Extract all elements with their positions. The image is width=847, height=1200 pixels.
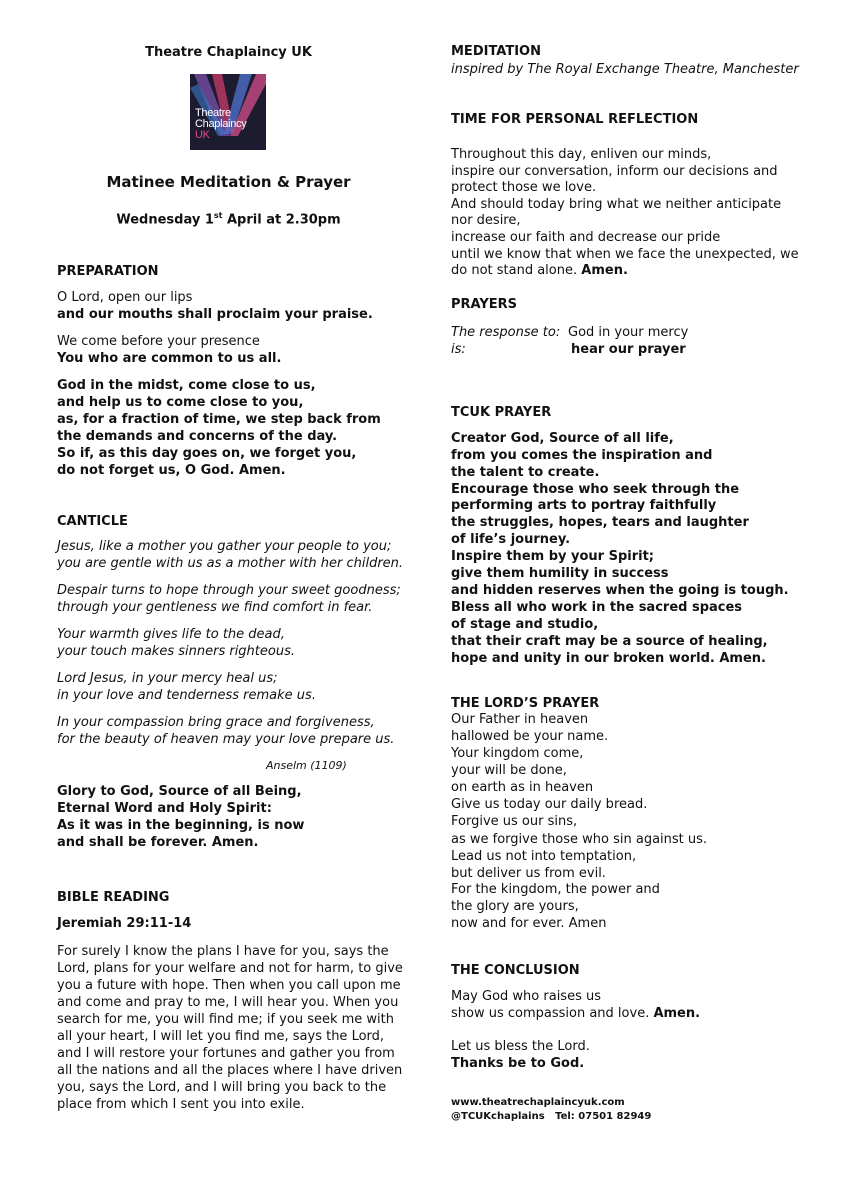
lords-line: Lead us not into temptation,: [451, 849, 637, 864]
tcuk-line: of life’s journey.: [451, 532, 571, 547]
canticle-line: in your love and tenderness remake us.: [57, 688, 316, 703]
bible-line: all the nations and all the places where I have driven: [57, 1063, 403, 1078]
bible-line: For surely I know the plans I have for you, says the: [57, 944, 389, 959]
logo-text: UK: [195, 129, 210, 141]
reflection-line: protect those we love.: [451, 180, 597, 195]
prayers-response: hear our prayer: [571, 342, 686, 357]
reflection-line: [451, 262, 628, 279]
bible-line: you, says the Lord, and I will bring you back to the: [57, 1080, 387, 1095]
bible-line: and I will restore your fortunes and gather you from: [57, 1046, 395, 1061]
date-suffix: April at 2.30pm: [222, 212, 341, 228]
canticle-line: for the beauty of heaven may your love prepare us.: [57, 732, 395, 747]
reflection-heading: TIME FOR PERSONAL REFLECTION: [451, 112, 699, 127]
tcuk-line: performing arts to portray faithfully: [451, 498, 717, 513]
gloria-line: As it was in the beginning, is now: [57, 818, 305, 833]
prep-line: and help us to come close to you,: [57, 395, 304, 410]
website-link[interactable]: www.theatrechaplaincyuk.com: [451, 1097, 625, 1108]
gloria-line: Glory to God, Source of all Being,: [57, 784, 302, 799]
lords-line: Our Father in heaven: [451, 712, 589, 727]
contact-info: @TCUKchaplains Tel: 07501 82949: [451, 1111, 652, 1122]
service-date: [57, 207, 400, 228]
bible-line: Lord, plans for your welfare and not for harm, to give: [57, 961, 403, 976]
bible-line: all your heart, I will let you find me, says the Lord,: [57, 1029, 385, 1044]
prep-line: as, for a fraction of time, we step back from: [57, 412, 381, 427]
response-label: The response to:: [451, 325, 561, 340]
reflection-line: until we know that when we face the unexpected, we: [451, 247, 799, 262]
conclusion-line: [451, 1005, 700, 1022]
logo-text: Chaplaincy: [195, 118, 247, 130]
conclusion-heading: THE CONCLUSION: [451, 963, 580, 978]
lords-line: your will be done,: [451, 763, 567, 778]
logo-text: Theatre: [195, 107, 231, 119]
lords-line: For the kingdom, the power and: [451, 882, 660, 897]
org-name: Theatre Chaplaincy UK: [145, 45, 312, 60]
lords-line: now and for ever. Amen: [451, 916, 607, 931]
canticle-attribution: Anselm (1109): [266, 759, 347, 772]
lords-line: Your kingdom come,: [451, 746, 584, 761]
tcuk-line: and hidden reserves when the going is tough.: [451, 583, 789, 598]
tcuk-line: the talent to create.: [451, 465, 600, 480]
tcuk-line: from you comes the inspiration and: [451, 448, 713, 463]
theatre-chaplaincy-logo: [190, 74, 266, 150]
prep-line: We come before your presence: [57, 334, 260, 349]
preparation-heading: PREPARATION: [57, 264, 159, 279]
prep-line: O Lord, open our lips: [57, 290, 193, 305]
prep-line: do not forget us, O God. Amen.: [57, 463, 286, 478]
prep-line: the demands and concerns of the day.: [57, 429, 338, 444]
canticle-line: you are gentle with us as a mother with her children.: [57, 556, 404, 571]
prayers-heading: PRAYERS: [451, 297, 518, 312]
bible-reference: Jeremiah 29:11-14: [57, 916, 192, 931]
date-prefix: Wednesday 1: [116, 212, 214, 228]
reflection-line: nor desire,: [451, 213, 521, 228]
lords-line: on earth as in heaven: [451, 780, 594, 795]
bible-heading: BIBLE READING: [57, 890, 170, 905]
lords-line: Forgive us our sins,: [451, 814, 578, 829]
reflection-line: increase our faith and decrease our pride: [451, 230, 721, 245]
lords-line: hallowed be your name.: [451, 729, 609, 744]
reflection-line: inspire our conversation, inform our decisions and: [451, 164, 778, 179]
prep-line: and our mouths shall proclaim your praise.: [57, 307, 373, 322]
tcuk-line: Bless all who work in the sacred spaces: [451, 600, 743, 615]
canticle-heading: CANTICLE: [57, 514, 128, 529]
tcuk-line: the struggles, hopes, tears and laughter: [451, 515, 749, 530]
tcuk-line: Inspire them by your Spirit;: [451, 549, 655, 564]
tcuk-line: of stage and studio,: [451, 617, 599, 632]
bible-line: you a future with hope. Then when you call upon me: [57, 978, 401, 993]
conclusion-amen: Amen.: [653, 1006, 701, 1021]
canticle-line: Despair turns to hope through your sweet goodness;: [57, 583, 401, 598]
canticle-line: Your warmth gives life to the dead,: [57, 627, 285, 642]
conclusion-line: Let us bless the Lord.: [451, 1039, 590, 1054]
lords-line: but deliver us from evil.: [451, 866, 606, 881]
prep-line: So if, as this day goes on, we forget you,: [57, 446, 357, 461]
meditation-subtitle: inspired by The Royal Exchange Theatre, Manchester: [451, 62, 799, 77]
bible-line: search for me, you will find me; if you seek me with: [57, 1012, 394, 1027]
prayers-call: God in your mercy: [568, 325, 689, 340]
gloria-line: Eternal Word and Holy Spirit:: [57, 801, 272, 816]
tcuk-heading: TCUK PRAYER: [451, 405, 552, 420]
prep-line: God in the midst, come close to us,: [57, 378, 316, 393]
lords-line: Give us today our daily bread.: [451, 797, 648, 812]
response-label: is:: [451, 342, 466, 357]
canticle-line: Jesus, like a mother you gather your people to you;: [57, 539, 392, 554]
reflection-text: do not stand alone.: [451, 263, 582, 278]
gloria-line: and shall be forever. Amen.: [57, 835, 259, 850]
bible-line: and come and pray to me, I will hear you. When you: [57, 995, 399, 1010]
reflection-line: Throughout this day, enliven our minds,: [451, 147, 712, 162]
lords-prayer-heading: THE LORD’S PRAYER: [451, 696, 600, 711]
canticle-line: Lord Jesus, in your mercy heal us;: [57, 671, 278, 686]
tcuk-line: Creator God, Source of all life,: [451, 431, 674, 446]
conclusion-text: show us compassion and love.: [451, 1006, 654, 1021]
reflection-line: And should today bring what we neither anticipate: [451, 197, 782, 212]
reflection-amen: Amen.: [581, 263, 628, 278]
tcuk-line: give them humility in success: [451, 566, 669, 581]
page-title: Matinee Meditation & Prayer: [106, 173, 351, 191]
conclusion-line: Thanks be to God.: [451, 1056, 585, 1071]
bible-line: place from which I sent you into exile.: [57, 1097, 305, 1112]
canticle-line: your touch makes sinners righteous.: [57, 644, 295, 659]
date-suffix-sup: st: [213, 211, 223, 220]
tcuk-line: Encourage those who seek through the: [451, 482, 740, 497]
prep-line: You who are common to us all.: [57, 351, 282, 366]
tcuk-line: that their craft may be a source of healing,: [451, 634, 768, 649]
lords-line: as we forgive those who sin against us.: [451, 832, 708, 847]
tcuk-line: hope and unity in our broken world. Amen.: [451, 651, 766, 666]
conclusion-line: May God who raises us: [451, 989, 601, 1004]
lords-line: the glory are yours,: [451, 899, 579, 914]
canticle-line: In your compassion bring grace and forgiveness,: [57, 715, 375, 730]
meditation-heading: MEDITATION: [451, 44, 541, 59]
canticle-line: through your gentleness we find comfort in fear.: [57, 600, 373, 615]
